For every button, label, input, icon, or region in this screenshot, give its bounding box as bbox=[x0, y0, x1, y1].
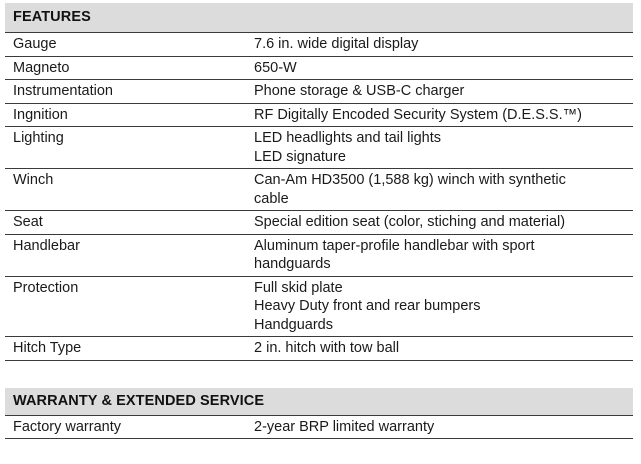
row-label: Ingnition bbox=[13, 106, 68, 123]
table-row-factory-warranty bbox=[5, 416, 633, 440]
features-section-title: FEATURES bbox=[5, 3, 633, 32]
table-row-instrumentation bbox=[5, 80, 633, 104]
row-value bbox=[254, 235, 633, 276]
row-value bbox=[254, 127, 633, 168]
row-value bbox=[254, 104, 633, 127]
row-label: Gauge bbox=[13, 36, 57, 52]
table-row-gauge bbox=[5, 33, 633, 57]
row-label: Seat bbox=[13, 214, 43, 230]
row-value bbox=[254, 169, 633, 210]
value-line: handguards bbox=[254, 256, 331, 272]
value-line: Aluminum taper-profile handlebar with sport bbox=[254, 237, 535, 254]
value-line: Phone storage & USB-C charger bbox=[254, 83, 465, 99]
value-line: Handguards bbox=[254, 316, 333, 333]
value-line: Full skid plate bbox=[254, 279, 343, 296]
row-value bbox=[254, 80, 633, 103]
section-spacer bbox=[5, 361, 633, 388]
value-line: 650-W bbox=[254, 59, 297, 76]
row-value bbox=[254, 57, 633, 80]
table-row-lighting bbox=[5, 127, 633, 169]
warranty-section-title: WARRANTY & EXTENDED SERVICE bbox=[5, 388, 633, 415]
row-label: Instrumentation bbox=[13, 83, 113, 99]
row-label: Handlebar bbox=[13, 237, 80, 254]
value-line: LED signature bbox=[254, 148, 346, 165]
value-line: Can-Am HD3500 (1,588 kg) winch with synthetic bbox=[254, 172, 566, 188]
row-label: Magneto bbox=[13, 59, 70, 76]
row-label: Hitch Type bbox=[13, 340, 82, 356]
value-line: cable bbox=[254, 190, 289, 207]
row-value bbox=[254, 337, 633, 360]
value-line: 2 in. hitch with tow ball bbox=[254, 340, 400, 356]
row-label: Factory warranty bbox=[13, 418, 121, 435]
table-row-seat bbox=[5, 211, 633, 235]
spec-sheet bbox=[0, 3, 641, 464]
table-row-magneto bbox=[5, 57, 633, 81]
row-value bbox=[254, 416, 633, 439]
table-row-protection bbox=[5, 277, 633, 338]
value-line: 2-year BRP limited warranty bbox=[254, 418, 435, 435]
row-label: Protection bbox=[13, 279, 79, 296]
row-value bbox=[254, 277, 633, 337]
value-line: RF Digitally Encoded Security System (D.E.S.S.™) bbox=[254, 106, 582, 123]
value-line: Heavy Duty front and rear bumpers bbox=[254, 298, 481, 314]
table-row-hitch-type bbox=[5, 337, 633, 361]
value-line: 7.6 in. wide digital display bbox=[254, 36, 419, 52]
row-value bbox=[254, 211, 633, 234]
row-label: Lighting bbox=[13, 130, 64, 146]
row-label: Winch bbox=[13, 172, 54, 188]
warranty-table bbox=[5, 415, 633, 440]
value-line: LED headlights and tail lights bbox=[254, 130, 442, 146]
value-line: Special edition seat (color, stiching and material) bbox=[254, 214, 566, 230]
table-row-handlebar bbox=[5, 235, 633, 277]
table-row-ignition bbox=[5, 104, 633, 128]
row-value bbox=[254, 33, 633, 56]
table-row-winch bbox=[5, 169, 633, 211]
features-table bbox=[5, 32, 633, 361]
